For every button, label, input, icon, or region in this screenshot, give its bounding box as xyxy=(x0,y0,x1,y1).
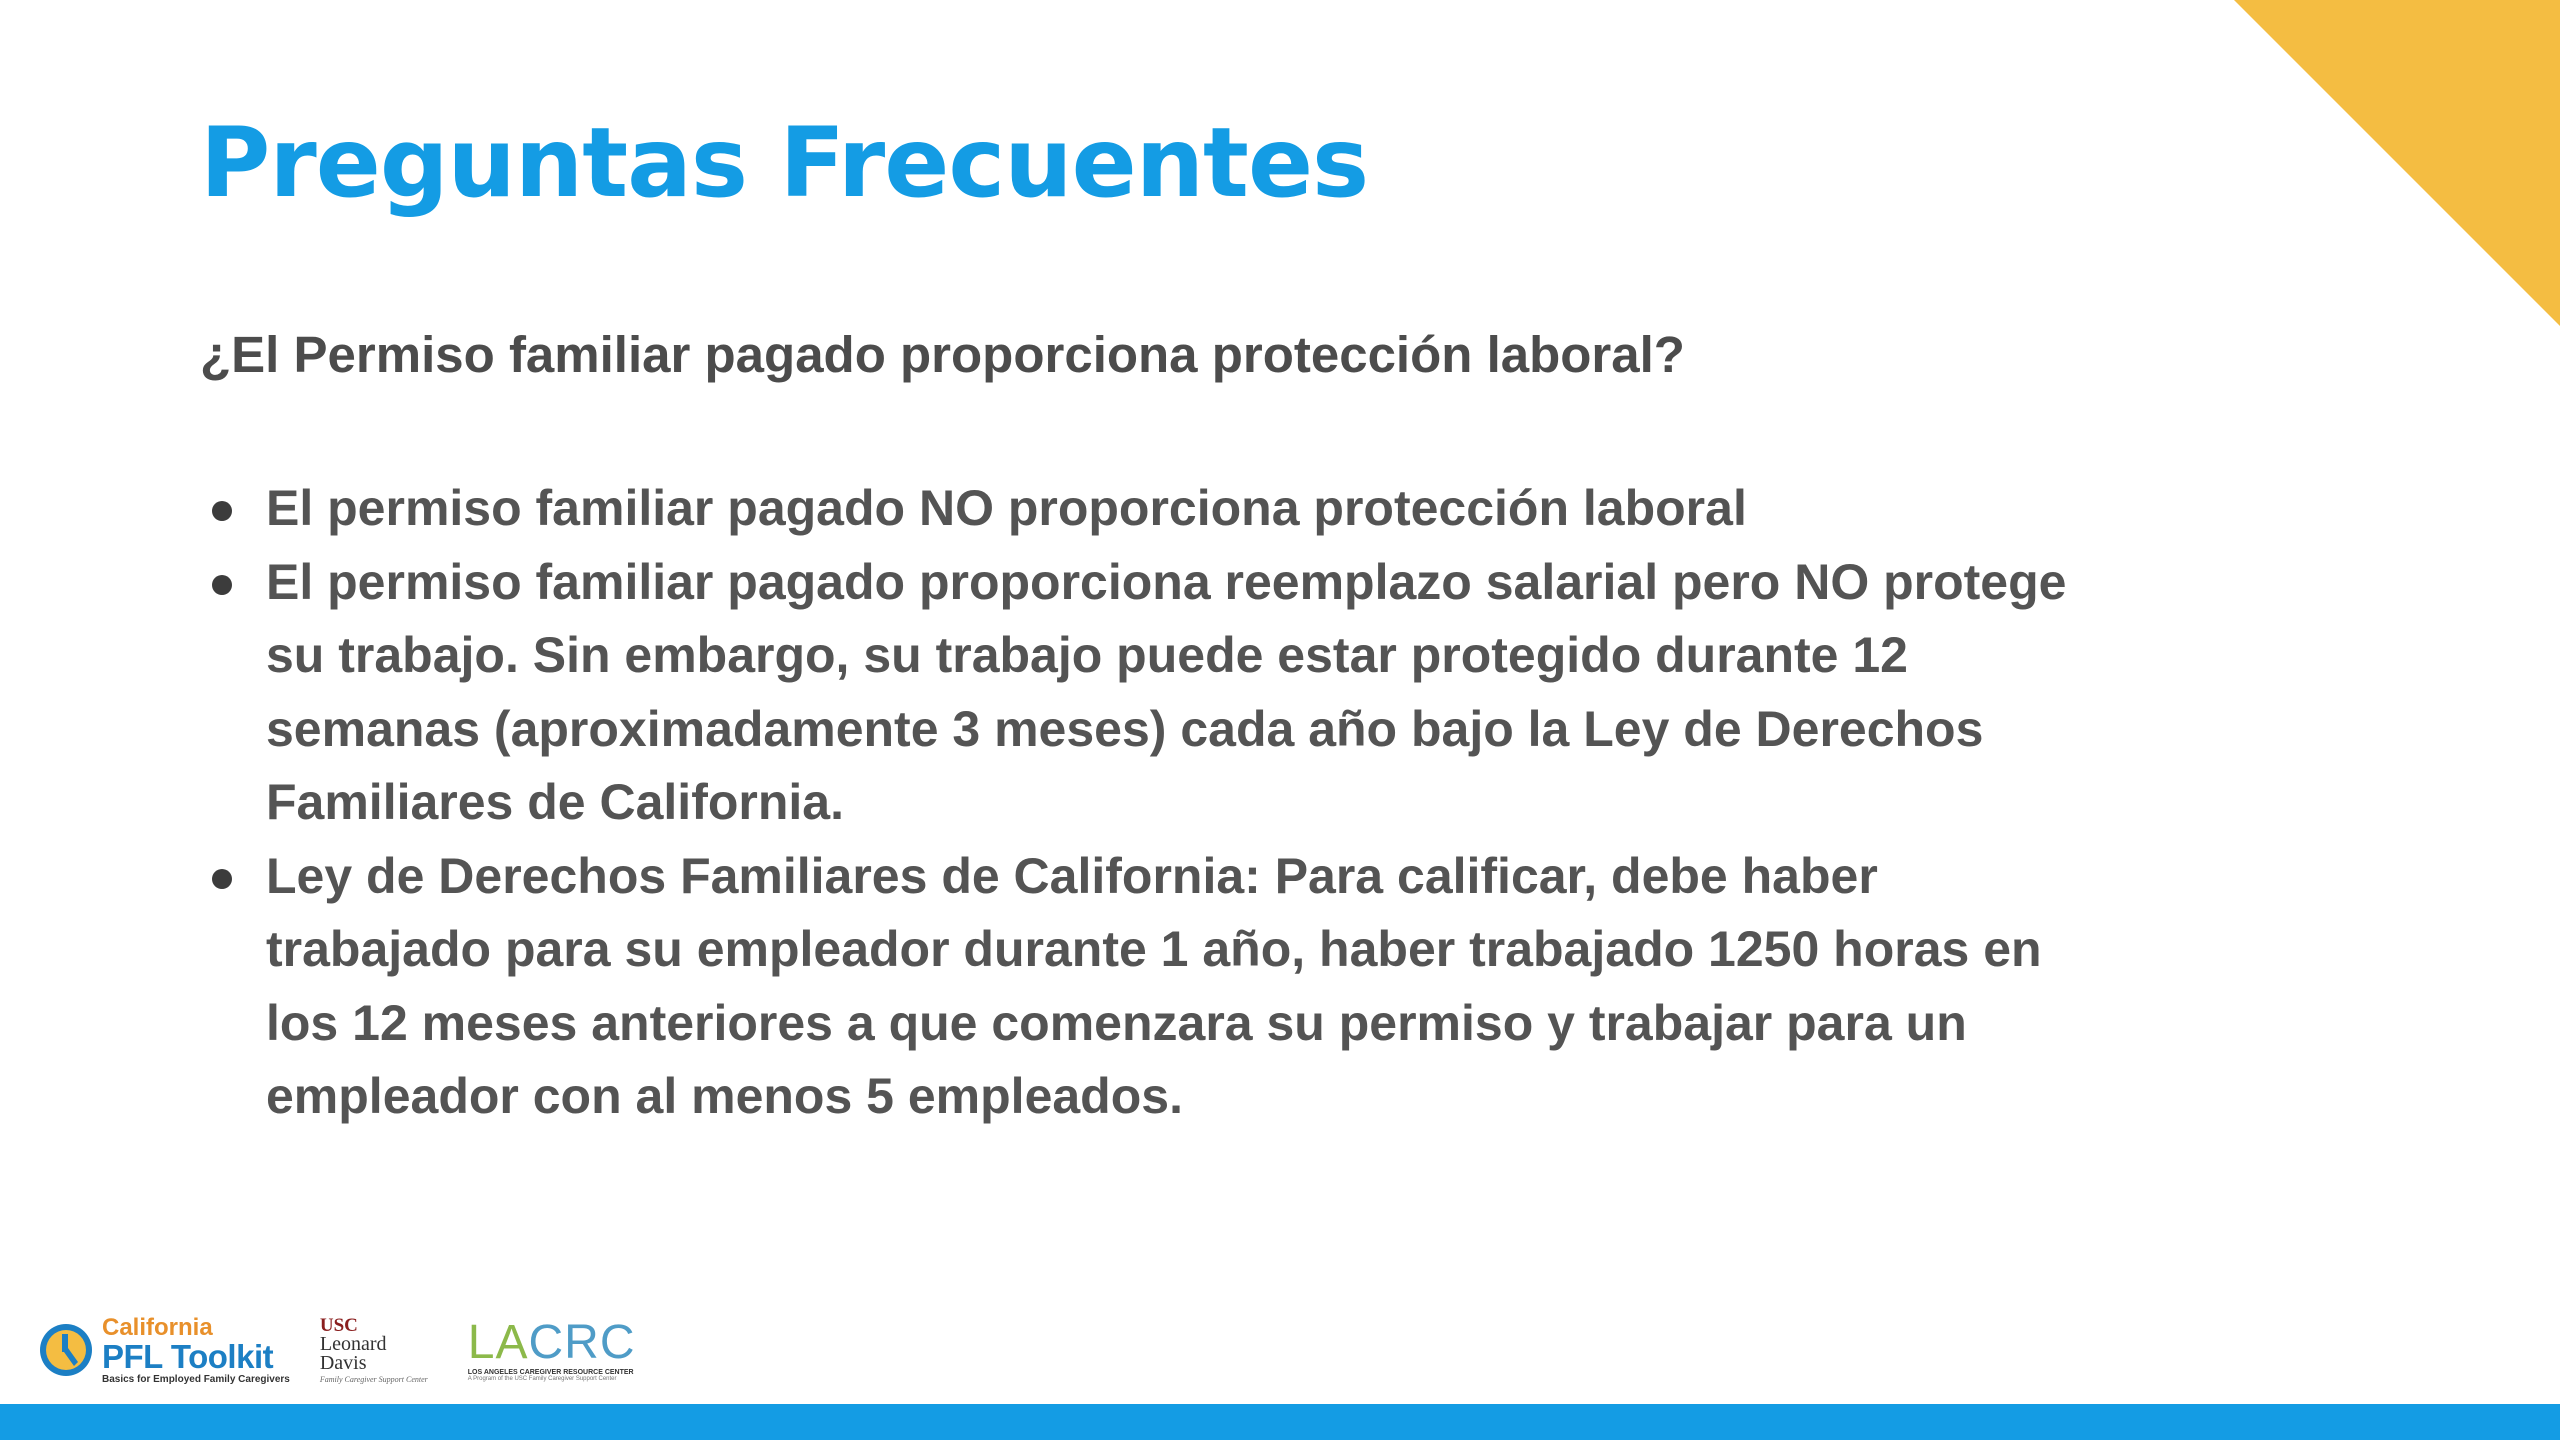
answer-bullet-list xyxy=(200,472,2100,1134)
pfl-toolkit-logo xyxy=(38,1313,290,1385)
bullet-text: Ley de Derechos Familiares de California: Para calificar, debe haber trabajado para su empleador durante 1 año, haber trabajado 1250 horas en los 12 meses anteriores a que comenzara su permiso y trabajar para un empleador con al menos 5 empleados. xyxy=(266,847,2042,1124)
bullet-dot-icon xyxy=(212,501,232,521)
lacrc-logo-title xyxy=(467,1315,636,1369)
pfl-logo-line1: California xyxy=(102,1313,213,1341)
faq-question: ¿El Permiso familiar pagado proporciona protección laboral? xyxy=(200,326,1685,383)
usc-logo-line4: Family Caregiver Support Center xyxy=(319,1374,428,1384)
bottom-accent-bar xyxy=(0,1404,2560,1440)
pfl-logo-tagline: Basics for Employed Family Caregivers xyxy=(102,1373,290,1385)
bullet-item xyxy=(200,472,2100,546)
bullet-text: El permiso familiar pagado proporciona reemplazo salarial pero NO protege su trabajo. Sin embargo, su trabajo puede estar protegido durante 12 semanas (aproximadamente 3 meses) cada año bajo la Ley de Derechos Familiares de California. xyxy=(266,553,2067,830)
bullet-dot-icon xyxy=(212,575,232,595)
slide-title: Preguntas Frecuentes xyxy=(200,107,1369,219)
bullet-item xyxy=(200,840,2100,1134)
usc-logo-line3: Davis xyxy=(319,1351,367,1374)
bullet-item xyxy=(200,546,2100,840)
usc-logo-line1: USC xyxy=(319,1314,358,1336)
bullet-dot-icon xyxy=(212,869,232,889)
corner-accent-triangle xyxy=(2234,0,2560,326)
pfl-logo-line2: PFL Toolkit xyxy=(102,1337,274,1375)
california-sun-emblem-icon xyxy=(38,1322,94,1378)
bullet-text: El permiso familiar pagado NO proporciona protección laboral xyxy=(266,480,1747,536)
lacrc-logo-subtitle2: A Program of the USC Family Caregiver Support Center xyxy=(467,1375,617,1382)
usc-logo-line2: Leonard xyxy=(319,1332,387,1355)
usc-leonard-davis-logo xyxy=(319,1314,428,1384)
lacrc-logo-la: LA xyxy=(467,1315,529,1369)
lacrc-logo-subtitle: LOS ANGELES CAREGIVER RESOURCE CENTER xyxy=(467,1368,634,1376)
lacrc-logo xyxy=(467,1315,636,1382)
footer-logos xyxy=(38,1300,636,1400)
lacrc-logo-crc: CRC xyxy=(528,1315,636,1369)
